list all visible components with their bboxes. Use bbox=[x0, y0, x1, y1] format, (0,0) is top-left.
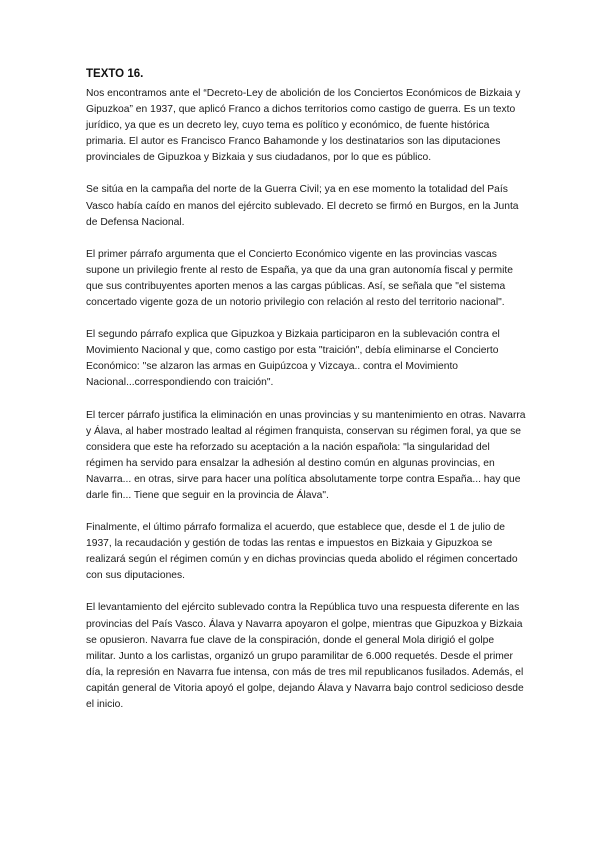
paragraph-final-analysis: Finalmente, el último párrafo formaliza el acuerdo, que establece que, desde el 1 de julio de 1937, la recaudación y gestión de todas las rentas e impuestos en Bizkaia y Gipuzkoa se realizará según el régimen común y en dichas provincias queda abolido el régimen concertado con sus diputaciones. bbox=[86, 522, 518, 582]
paragraph-historical-context: El levantamiento del ejército sublevado contra la República tuvo una respuesta diferente en las provincias del País Vasco. Álava y Navarra apoyaron el golpe, mientras que Gipuzkoa y Bizkaia se opusieron. Navarra fue clave de la conspiración, donde el general Mola dirigió el golpe militar. Junto a los carlistas, organizó un grupo paramilitar de 6.000 requetés. Desde el primer día, la represión en Navarra fue intensa, con más de tres mil republicanos fusilados. Además, el capitán general de Vitoria apoyó el golpe, dejando Álava y Navarra bajo control sedicioso desde el inicio. bbox=[86, 602, 524, 710]
paragraph-context: Se sitúa en la campaña del norte de la Guerra Civil; ya en ese momento la totalidad del País Vasco había caído en manos del ejército sublevado. El decreto se firmó en Burgos, en la Junta de Defensa Nacional. bbox=[86, 184, 519, 228]
paragraph-first-analysis: El primer párrafo argumenta que el Concierto Económico vigente en las provincias vascas supone un privilegio frente al resto de España, ya que da una gran autonomía fiscal y permite que sus contribuyentes aporten menos a las cargas públicas. Así, se señala que "el sistema concertado vigente goza de un notorio privilegio con relación al resto del territorio nacional". bbox=[86, 248, 514, 309]
paragraph-second-analysis: El segundo párrafo explica que Gipuzkoa y Bizkaia participaron en la sublevación contra el Movimiento Nacional y que, como castigo por esta "traición", debía eliminarse el Concierto Económico: "se alzaron las armas en Guipúzcoa y Vizcaya.. contra el Movimiento Nacional...correspondiendo con traición". bbox=[86, 329, 500, 389]
document-title: TEXTO 16. bbox=[86, 68, 144, 80]
document-page bbox=[86, 66, 526, 729]
paragraph-introduction: Nos encontramos ante el “Decreto-Ley de abolición de los Conciertos Económicos de Bizkaia y Gipuzkoa” en 1937, que aplicó Franco a dichos territorios como castigo de guerra. Es un texto jurídico, ya que es un decreto ley, cuyo tema es político y económico, de fuente histórica primaria. El autor es Francisco Franco Bahamonde y los destinatarios son las diputaciones provinciales de Gipuzkoa y Bizkaia y sus ciudadanos, por lo que es público. bbox=[86, 88, 521, 164]
paragraph-third-analysis: El tercer párrafo justifica la eliminación en unas provincias y su mantenimiento en otras. Navarra y Álava, al haber mostrado lealtad al régimen franquista, conservan su régimen foral, ya que se considera que este ha reforzado su aceptación a la nación española: "la singularidad del régimen ha servido para ensalzar la adhesión al destino común en algunas provincias, en Navarra... en otras, sirve para hacer una política absolutamente torpe contra España... hay que darle fin... Tiene que seguir en la provincia de Álava". bbox=[86, 409, 526, 501]
